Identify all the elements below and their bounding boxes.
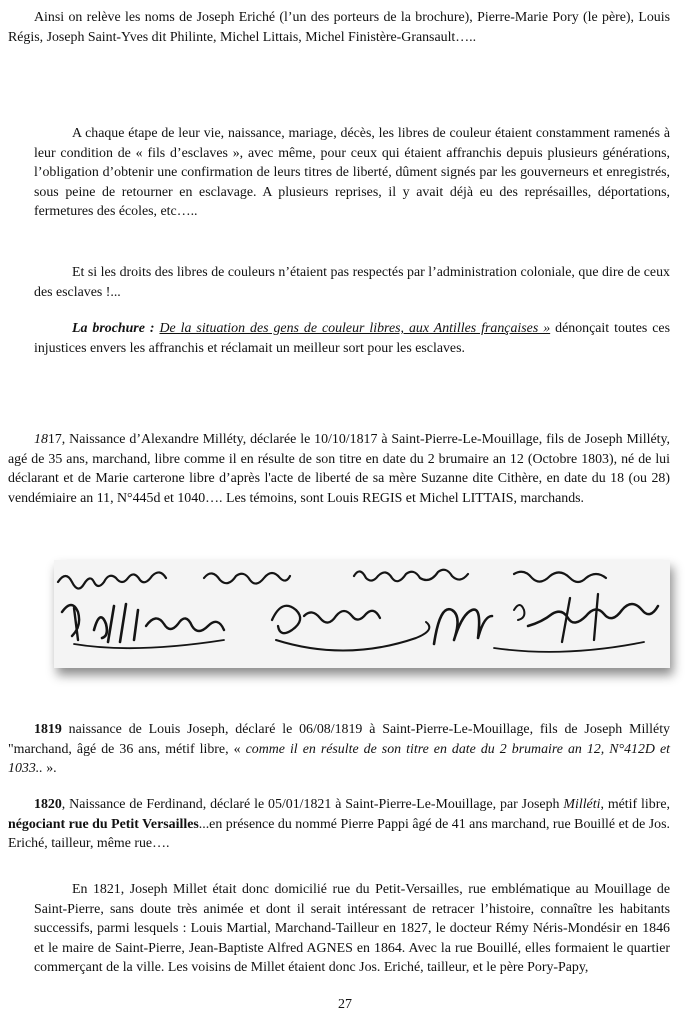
text-1820-b: , métif libre, (600, 797, 670, 812)
brochure-rest: dénonçait toutes ces injustices envers les affranchis et réclamait un meilleur sort pour les esclaves. (34, 321, 670, 356)
paragraph-condition: A chaque étape de leur vie, naissance, mariage, décès, les libres de couleur étaient constamment ramenés à leur condition de « fils d’esclaves », avec même, pour ceux qui étaient affranchis depuis plusieurs générations, l’obligation d’obtenir une confirmation de leurs titres de liberté, dûment signés par les gouverneurs et enregistrés, sous peine de retourner en esclavage. A plusieurs reprises, il y avait déjà eu des représailles, déportations, fermetures des écoles, etc….. (34, 126, 670, 220)
year-1820: 1820 (34, 797, 62, 812)
text-1820-a: , Naissance de Ferdinand, déclaré le 05/01/1821 à Saint-Pierre-Le-Mouillage, par Joseph (61, 797, 564, 812)
bold-petit-versailles: négociant rue du Petit Versailles (8, 816, 199, 832)
text-1820-c: ...en présence du nommé Pierre Pappi âgé de 41 ans marchand, rue Bouillé et de Jos. Eriché, tailleur, même rue…. (8, 816, 670, 852)
page-number: 27 (338, 997, 352, 1012)
paragraph-1817 (8, 430, 670, 508)
paragraph-1820 (8, 795, 670, 854)
paragraph-names: Ainsi on relève les noms de Joseph Eriché (l’un des porteurs de la brochure), Pierre-Marie Pory (le père), Louis Régis, Joseph Saint-Yves dit Philinte, Michel Littais, Michel Finistère-Gransault….. (8, 10, 670, 45)
brochure-title: De la situation des gens de couleur libres, aux Antilles françaises » (159, 321, 551, 336)
paragraph-rue-petit-versailles: En 1821, Joseph Millet était donc domicilié rue du Petit-Versailles, rue emblématique au Mouillage de Saint-Pierre, sans doute très animée et dont il serait intéressant de retracer l’histoire, connaître les habitants successifs, parmi lesquels : Louis Martial, Marchand-Tailleur en 1827, le docteur Rémy Néris-Mondésir en 1846 et le maire de Saint-Pierre, Jean-Baptiste Alfred AGNES en 1864. Avec la rue Bouillé, elles formaient le quartier commerçant de la ville. Les voisins de Millet étaient donc Jos. Eriché, tailleur, et le père Pory-Papy, (34, 882, 670, 976)
paragraph-brochure (34, 319, 670, 358)
end-1819: ». (42, 761, 57, 777)
brochure-lead: La brochure : (72, 321, 155, 336)
text-1817: , Naissance d’Alexandre Milléty, déclarée le 10/10/1817 à Saint-Pierre-Le-Mouillage, fils de Joseph Milléty, agé de 35 ans, marchand, libre comme il en résulte de son titre en date du 2 brumaire an 12 (Octobre 1803), né de lui déclarant et de Marie carterone libre d’après l'acte de liberté de sa mère Suzanne dite Cithère, en date du 18 (ou 28) vendémiaire an 11, N°445d et 1040…. Les témoins, sont Louis REGIS et Michel LITTAIS, marchands. (8, 432, 670, 506)
name-milleti: Milléti (563, 797, 601, 812)
year-1817-suffix: 17 (47, 432, 62, 447)
text-1819: naissance de Louis Joseph, déclaré le 06/08/1819 à Saint-Pierre-Le-Mouillage, fils de Joseph Milléty "marchand, âgé de 36 ans, métif libre, « (8, 722, 670, 757)
paragraph-slaves-rights: Et si les droits des libres de couleurs n’étaient pas respectés par l’administration coloniale, que dire de ceux des esclaves !... (34, 265, 670, 300)
year-1817-prefix: 18 (34, 432, 48, 447)
year-1819: 1819 (34, 722, 62, 737)
signatures-image (54, 560, 670, 668)
quote-1819: comme il en résulte de son titre en date du 2 brumaire an 12, N°412D et 1033.. (8, 741, 671, 777)
paragraph-1819 (8, 720, 670, 779)
handwritten-signatures-graphic (54, 560, 670, 668)
